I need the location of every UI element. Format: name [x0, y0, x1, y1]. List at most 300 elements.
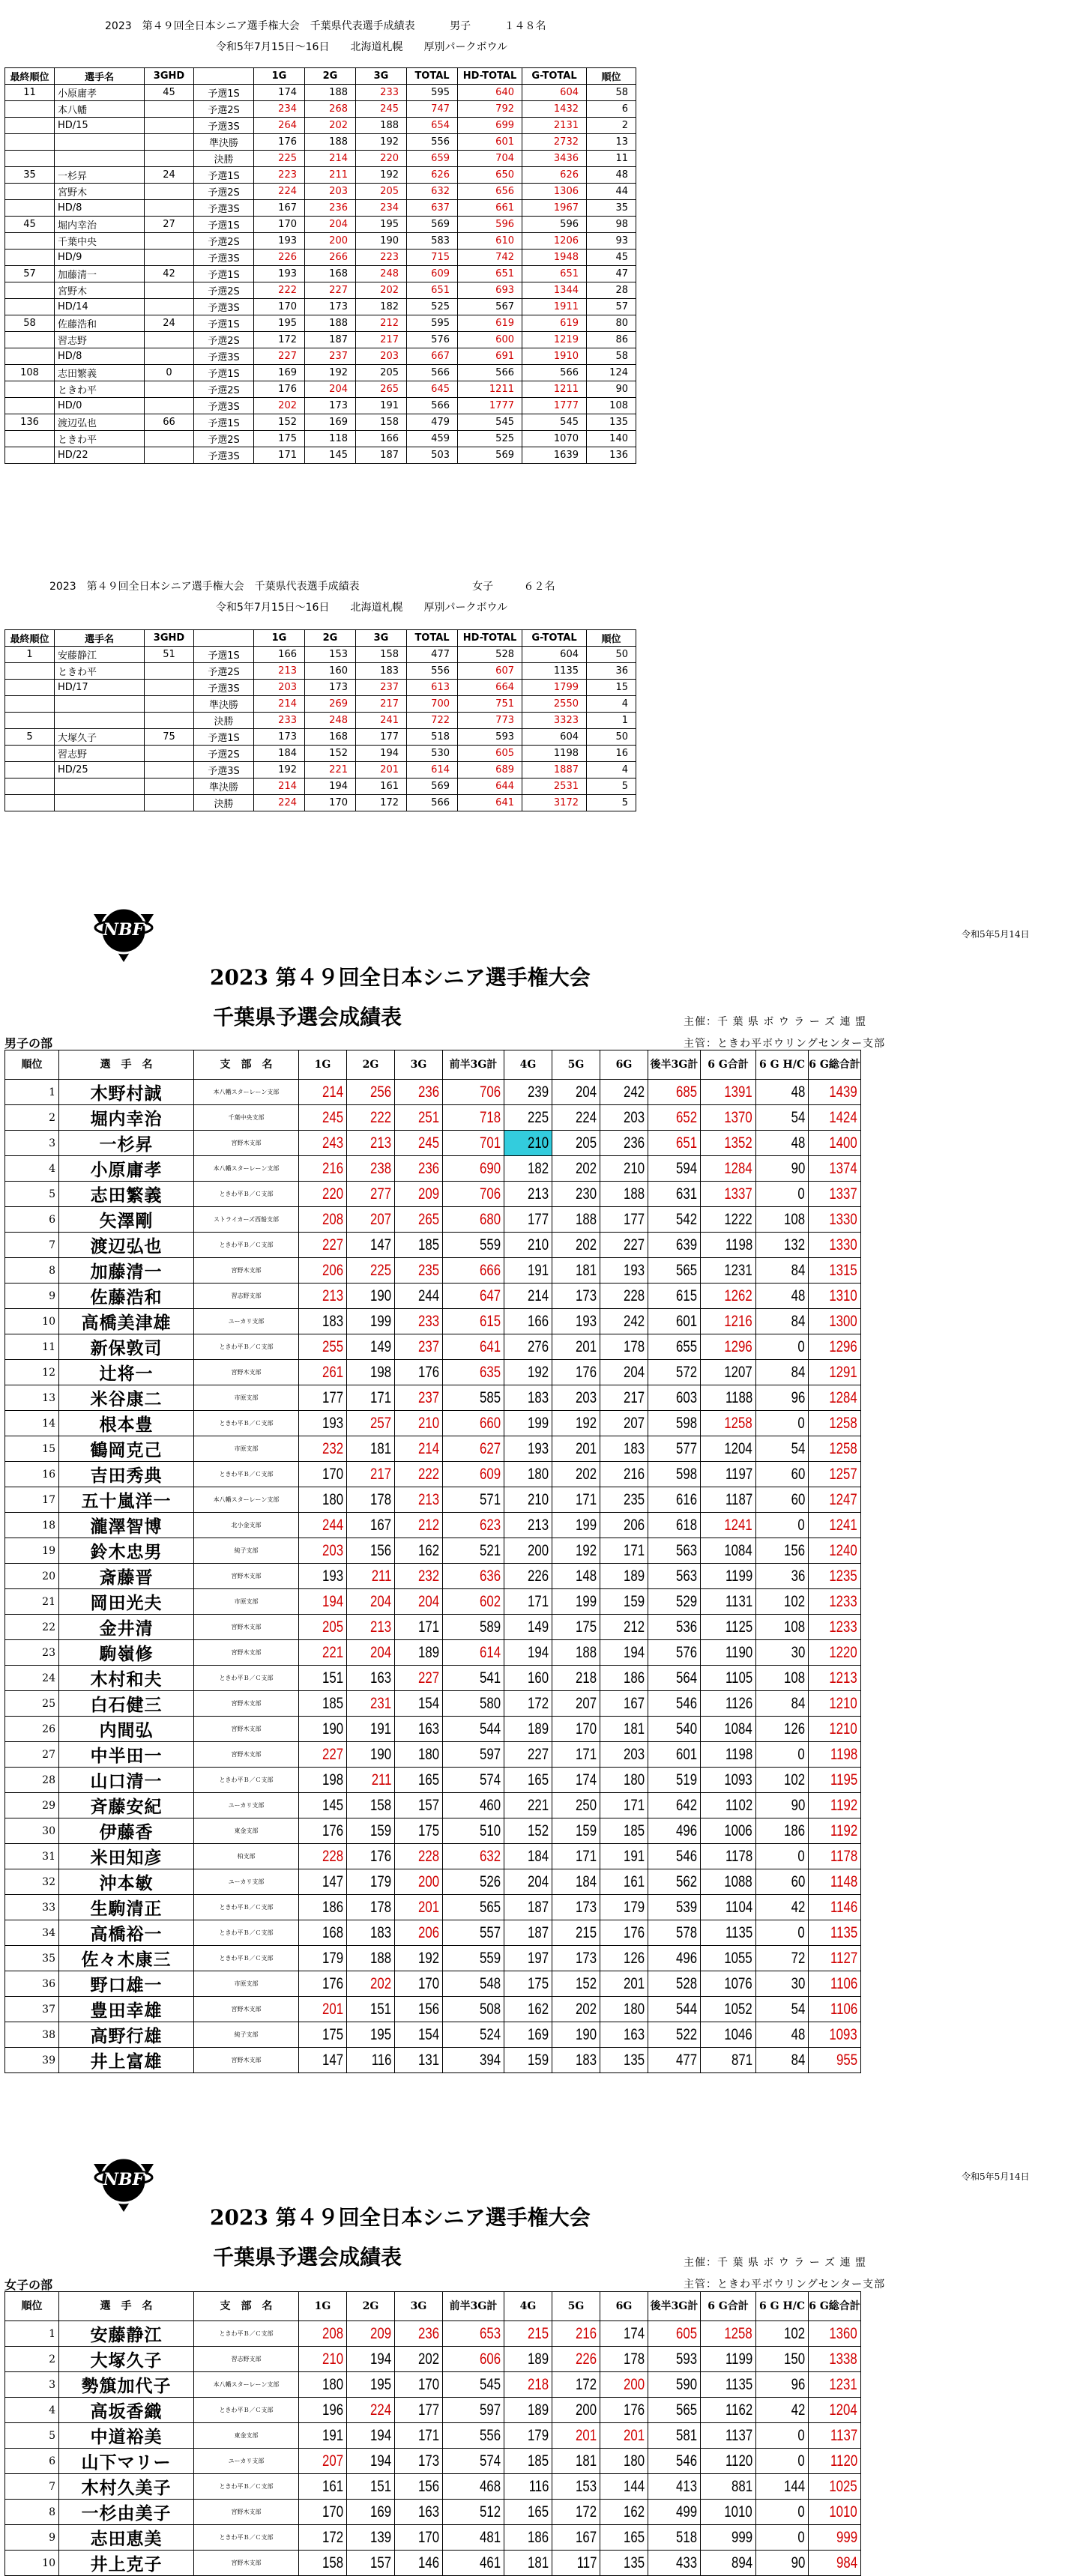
score-cell: 574: [443, 1768, 504, 1793]
detail-cell: 241: [356, 713, 407, 729]
score-cell: 601: [648, 1309, 701, 1334]
rank-col-header: 後半3G計: [648, 1050, 701, 1080]
score-cell: 244: [395, 1284, 443, 1309]
score-cell: 1284: [701, 1156, 756, 1182]
detail-cell: ときわ平: [55, 381, 145, 398]
detail-col-header: 1G: [254, 630, 305, 647]
detail-cell: 2550: [522, 696, 587, 713]
detail-cell: 6: [587, 101, 636, 118]
detail-cell: [145, 447, 194, 464]
detail-cell: 172: [254, 332, 305, 348]
score-cell: 162: [395, 1538, 443, 1564]
detail-cell: 167: [254, 200, 305, 217]
rank-row: [5, 1080, 861, 1105]
detail-cell: 192: [305, 365, 356, 381]
detail-cell: 619: [522, 315, 587, 332]
score-cell: 1104: [701, 1895, 756, 1920]
rank-number: 13: [5, 1385, 59, 1411]
score-cell: 1291: [809, 1360, 861, 1385]
detail-col-header: 2G: [305, 630, 356, 647]
score-cell: 242: [600, 1080, 648, 1105]
score-cell: 217: [600, 1385, 648, 1411]
score-cell: 1337: [701, 1182, 756, 1207]
score-cell: 163: [395, 2500, 443, 2525]
detail-cell: 195: [254, 315, 305, 332]
score-cell: 1198: [701, 1742, 756, 1768]
score-cell: 72: [756, 1946, 809, 1971]
branch-name: 市原支部: [194, 1436, 299, 1462]
rank-row: [5, 1436, 861, 1462]
detail-cell: 宮野木: [55, 184, 145, 200]
score-cell: 183: [552, 2048, 600, 2073]
score-cell: 510: [443, 1818, 504, 1844]
detail-cell: 58: [587, 348, 636, 365]
detail-cell: 214: [254, 778, 305, 795]
report-date: 令和5年5月14日: [962, 2171, 1030, 2182]
score-cell: 204: [395, 1589, 443, 1615]
rank-col-header: 3G: [395, 2292, 443, 2321]
score-cell: 159: [600, 1589, 648, 1615]
detail-cell: [145, 200, 194, 217]
detail-cell: 637: [407, 200, 458, 217]
detail-cell: [5, 795, 55, 811]
detail-cell: [5, 101, 55, 118]
score-cell: 209: [395, 1182, 443, 1207]
score-cell: 1187: [701, 1487, 756, 1513]
detail-cell: 5: [587, 778, 636, 795]
player-name: 加藤清一: [59, 1258, 194, 1284]
score-cell: 202: [552, 1997, 600, 2022]
detail-cell: 予選2S: [194, 184, 254, 200]
men-detail-table: [4, 67, 636, 464]
player-name: 大塚久子: [59, 2347, 194, 2372]
score-cell: 222: [395, 1462, 443, 1487]
rank-row: [5, 1564, 861, 1589]
score-cell: 228: [395, 1844, 443, 1869]
men-section-label: 男子の部: [4, 1036, 53, 1050]
score-cell: 169: [347, 2500, 395, 2525]
rank-number: 8: [5, 1258, 59, 1284]
score-cell: 208: [299, 1207, 347, 1233]
score-cell: 546: [648, 2449, 701, 2474]
detail-cell: 556: [407, 663, 458, 680]
score-cell: 1220: [809, 1640, 861, 1666]
score-cell: 605: [648, 2321, 701, 2347]
score-cell: 199: [552, 1589, 600, 1615]
detail-cell: [5, 134, 55, 151]
detail-cell: 667: [407, 348, 458, 365]
detail-cell: 予選2S: [194, 101, 254, 118]
detail-cell: [55, 795, 145, 811]
score-cell: 548: [443, 1971, 504, 1997]
detail-cell: 宮野木: [55, 282, 145, 299]
detail-cell: HD/14: [55, 299, 145, 315]
detail-cell: 2531: [522, 778, 587, 795]
rank-row: [5, 1920, 861, 1946]
score-cell: 149: [347, 1334, 395, 1360]
detail-cell: [145, 348, 194, 365]
player-name: 豊田幸雄: [59, 1997, 194, 2022]
player-name: 木野村誠: [59, 1080, 194, 1105]
score-cell: 147: [299, 2048, 347, 2073]
score-cell: 174: [600, 2321, 648, 2347]
detail-cell: 予選1S: [194, 315, 254, 332]
score-cell: 1093: [701, 1768, 756, 1793]
score-cell: 193: [504, 1436, 552, 1462]
player-name: 一杉昇: [59, 1131, 194, 1156]
score-cell: 1284: [809, 1385, 861, 1411]
branch-name: 柏支部: [194, 1844, 299, 1869]
score-cell: 185: [600, 1818, 648, 1844]
manager: 主管：ときわ平ボウリングセンター支部: [684, 2279, 886, 2291]
score-cell: 151: [347, 2474, 395, 2500]
score-cell: 163: [600, 2022, 648, 2048]
score-cell: 204: [504, 1869, 552, 1895]
score-cell: 84: [756, 1691, 809, 1717]
detail-cell: 予選1S: [194, 167, 254, 184]
score-cell: 203: [600, 1105, 648, 1131]
player-name: 山下マリー: [59, 2449, 194, 2474]
score-cell: 176: [552, 1360, 600, 1385]
score-cell: 213: [347, 1131, 395, 1156]
score-cell: 167: [552, 2525, 600, 2551]
score-cell: 102: [756, 2321, 809, 2347]
score-cell: 146: [395, 2551, 443, 2576]
score-cell: 615: [648, 1284, 701, 1309]
detail-cell: 安藤静江: [55, 647, 145, 663]
score-cell: 210: [504, 1233, 552, 1258]
detail-cell: 加藤清一: [55, 266, 145, 282]
detail-cell: 182: [356, 299, 407, 315]
score-cell: 226: [552, 2347, 600, 2372]
score-cell: 261: [299, 1360, 347, 1385]
detail-cell: 604: [522, 85, 587, 101]
detail-cell: 459: [407, 431, 458, 447]
detail-row: [5, 315, 636, 332]
detail-cell: 98: [587, 217, 636, 233]
score-cell: 460: [443, 1793, 504, 1818]
detail-cell: 習志野: [55, 332, 145, 348]
score-cell: 235: [600, 1487, 648, 1513]
score-cell: 616: [648, 1487, 701, 1513]
detail-cell: 202: [305, 118, 356, 134]
detail-cell: 203: [305, 184, 356, 200]
score-cell: 594: [648, 1156, 701, 1182]
organizer: 主催：千 葉 県 ボ ウ ラ ー ズ 連 盟: [684, 1016, 867, 1028]
score-cell: 145: [299, 1793, 347, 1818]
score-cell: 1006: [701, 1818, 756, 1844]
detail-cell: 217: [356, 696, 407, 713]
detail-cell: 233: [356, 85, 407, 101]
score-cell: 206: [395, 1920, 443, 1946]
detail-cell: [145, 233, 194, 250]
score-cell: 1258: [701, 2321, 756, 2347]
score-cell: 233: [395, 1309, 443, 1334]
detail-cell: [5, 233, 55, 250]
score-cell: 201: [552, 1334, 600, 1360]
score-cell: 265: [395, 1207, 443, 1233]
ranking-title: 2023 第４９回全日本シニア選手権大会: [210, 2205, 591, 2230]
detail-cell: 268: [305, 101, 356, 118]
detail-cell: 188: [305, 85, 356, 101]
detail-cell: 予選3S: [194, 762, 254, 778]
branch-name: 純子支部: [194, 2022, 299, 2048]
detail-row: [5, 696, 636, 713]
detail-cell: 86: [587, 332, 636, 348]
detail-cell: [5, 348, 55, 365]
score-cell: 528: [648, 1971, 701, 1997]
score-cell: 149: [504, 1615, 552, 1640]
score-cell: 641: [443, 1334, 504, 1360]
branch-name: 宮野木支部: [194, 2048, 299, 2073]
rank-row: [5, 1538, 861, 1564]
score-cell: 585: [443, 1385, 504, 1411]
score-cell: 564: [648, 1666, 701, 1691]
score-cell: 1093: [809, 2022, 861, 2048]
score-cell: 277: [347, 1182, 395, 1207]
score-cell: 225: [347, 1258, 395, 1284]
rank-number: 36: [5, 1971, 59, 1997]
score-cell: 955: [809, 2048, 861, 2073]
detail-col-header: HD-TOTAL: [458, 630, 522, 647]
detail-cell: 192: [356, 134, 407, 151]
detail-cell: 170: [254, 217, 305, 233]
detail-cell: 747: [407, 101, 458, 118]
player-name: 志田繁義: [59, 1182, 194, 1207]
detail-cell: 5: [587, 795, 636, 811]
player-name: 高野行雄: [59, 2022, 194, 2048]
score-cell: 1233: [809, 1615, 861, 1640]
score-cell: 30: [756, 1640, 809, 1666]
score-cell: 184: [504, 1844, 552, 1869]
detail-cell: 66: [145, 414, 194, 431]
score-cell: 598: [648, 1462, 701, 1487]
detail-cell: 202: [254, 398, 305, 414]
player-name: 内間弘: [59, 1717, 194, 1742]
detail-cell: 569: [458, 447, 522, 464]
score-cell: 181: [504, 2551, 552, 2576]
nbf-logo-icon: [90, 899, 157, 964]
player-name: 高橋美津雄: [59, 1309, 194, 1334]
score-cell: 151: [347, 1997, 395, 2022]
player-name: 斉藤安紀: [59, 1793, 194, 1818]
score-cell: 189: [600, 1564, 648, 1589]
detail-row: [5, 365, 636, 381]
score-cell: 572: [648, 1360, 701, 1385]
score-cell: 593: [648, 2347, 701, 2372]
detail-cell: 227: [254, 348, 305, 365]
player-name: 小原庸孝: [59, 1156, 194, 1182]
detail-col-header: TOTAL: [407, 630, 458, 647]
player-name: 中道裕美: [59, 2423, 194, 2449]
score-cell: 0: [756, 1411, 809, 1436]
detail-cell: 569: [407, 217, 458, 233]
rank-number: 9: [5, 2525, 59, 2551]
detail-cell: 90: [587, 381, 636, 398]
detail-cell: 607: [458, 663, 522, 680]
score-cell: 201: [299, 1997, 347, 2022]
detail-cell: 223: [254, 167, 305, 184]
detail-cell: 619: [458, 315, 522, 332]
detail-row: [5, 762, 636, 778]
score-cell: 179: [504, 2423, 552, 2449]
rank-number: 2: [5, 2347, 59, 2372]
detail-row: [5, 381, 636, 398]
score-cell: 167: [600, 1691, 648, 1717]
score-cell: 680: [443, 1207, 504, 1233]
detail-cell: 792: [458, 101, 522, 118]
rank-number: 11: [5, 1334, 59, 1360]
score-cell: 631: [648, 1182, 701, 1207]
score-cell: 563: [648, 1538, 701, 1564]
detail-cell: 576: [407, 332, 458, 348]
score-cell: 170: [299, 2500, 347, 2525]
score-cell: 207: [347, 1207, 395, 1233]
branch-name: ときわ平Ｂ／Ｃ支部: [194, 2321, 299, 2347]
detail-cell: [5, 762, 55, 778]
detail-cell: [55, 713, 145, 729]
player-name: 沖本敏: [59, 1869, 194, 1895]
detail-cell: 大塚久子: [55, 729, 145, 746]
detail-cell: 173: [305, 299, 356, 315]
rank-number: 30: [5, 1818, 59, 1844]
detail-cell: 予選1S: [194, 414, 254, 431]
score-cell: 156: [347, 1538, 395, 1564]
score-cell: 170: [395, 1971, 443, 1997]
score-cell: 1352: [701, 1131, 756, 1156]
detail-cell: [145, 299, 194, 315]
score-cell: 192: [395, 1946, 443, 1971]
detail-cell: [5, 680, 55, 696]
rank-col-header: 1G: [299, 1050, 347, 1080]
detail-cell: ときわ平: [55, 431, 145, 447]
score-cell: 250: [552, 1793, 600, 1818]
detail-cell: 準決勝: [194, 134, 254, 151]
rank-number: 34: [5, 1920, 59, 1946]
branch-name: 市原支部: [194, 1971, 299, 1997]
score-cell: 221: [504, 1793, 552, 1818]
score-cell: 0: [756, 2500, 809, 2525]
score-cell: 606: [443, 2347, 504, 2372]
score-cell: 156: [756, 1538, 809, 1564]
detail-cell: 187: [356, 447, 407, 464]
detail-col-header: 3G: [356, 630, 407, 647]
score-cell: 413: [648, 2474, 701, 2500]
score-cell: 147: [299, 1869, 347, 1895]
score-cell: 546: [648, 1844, 701, 1869]
rank-number: 21: [5, 1589, 59, 1615]
detail-col-header: 選手名: [55, 68, 145, 85]
score-cell: 156: [395, 2474, 443, 2500]
score-cell: 224: [347, 2398, 395, 2423]
detail-cell: 689: [458, 762, 522, 778]
player-name: 瀧澤智博: [59, 1513, 194, 1538]
detail-cell: 203: [356, 348, 407, 365]
detail-cell: 211: [305, 167, 356, 184]
score-cell: 176: [395, 1360, 443, 1385]
score-cell: 210: [299, 2347, 347, 2372]
score-cell: 189: [504, 1717, 552, 1742]
score-cell: 519: [648, 1768, 701, 1793]
detail-row: [5, 348, 636, 365]
ranking-subtitle: 千葉県予選会成績表: [213, 1005, 402, 1030]
detail-cell: 1639: [522, 447, 587, 464]
score-cell: 559: [443, 1233, 504, 1258]
detail-col-header: 3GHD: [145, 630, 194, 647]
score-cell: 1231: [809, 2372, 861, 2398]
detail-cell: [145, 101, 194, 118]
rank-row: [5, 2449, 861, 2474]
detail-cell: 742: [458, 250, 522, 266]
detail-row: [5, 447, 636, 464]
rank-row: [5, 1768, 861, 1793]
rank-row: [5, 1666, 861, 1691]
score-cell: 175: [395, 1818, 443, 1844]
score-cell: 189: [504, 2398, 552, 2423]
detail-cell: 予選3S: [194, 118, 254, 134]
detail-cell: [55, 134, 145, 151]
detail-row: [5, 184, 636, 200]
detail-cell: 44: [587, 184, 636, 200]
detail-cell: 234: [356, 200, 407, 217]
detail-cell: 193: [254, 233, 305, 250]
score-cell: 1315: [809, 1258, 861, 1284]
detail-row: [5, 663, 636, 680]
detail-cell: 50: [587, 729, 636, 746]
detail-cell: 135: [587, 414, 636, 431]
detail-cell: 193: [254, 266, 305, 282]
score-cell: 894: [701, 2551, 756, 2576]
score-cell: 0: [756, 1742, 809, 1768]
score-cell: 173: [552, 1946, 600, 1971]
score-cell: 529: [648, 1589, 701, 1615]
score-cell: 171: [600, 1793, 648, 1818]
detail-cell: 171: [254, 447, 305, 464]
detail-cell: 183: [356, 663, 407, 680]
score-cell: 162: [504, 1997, 552, 2022]
score-cell: 184: [552, 1869, 600, 1895]
detail-cell: 決勝: [194, 795, 254, 811]
detail-cell: 269: [305, 696, 356, 713]
detail-cell: 173: [254, 729, 305, 746]
detail-cell: 200: [305, 233, 356, 250]
detail-cell: 566: [522, 365, 587, 381]
detail-cell: [145, 680, 194, 696]
score-cell: 204: [347, 1589, 395, 1615]
score-cell: 153: [552, 2474, 600, 2500]
score-cell: 701: [443, 1131, 504, 1156]
score-cell: 245: [299, 1105, 347, 1131]
score-cell: 201: [395, 1895, 443, 1920]
score-cell: 201: [552, 2423, 600, 2449]
score-cell: 1330: [809, 1233, 861, 1258]
score-cell: 194: [347, 2449, 395, 2474]
detail-cell: 47: [587, 266, 636, 282]
detail-cell: 212: [356, 315, 407, 332]
score-cell: 116: [504, 2474, 552, 2500]
rank-number: 35: [5, 1946, 59, 1971]
score-cell: 202: [552, 1233, 600, 1258]
detail-cell: 202: [356, 282, 407, 299]
score-cell: 1146: [809, 1895, 861, 1920]
score-cell: 1197: [701, 1462, 756, 1487]
score-cell: 147: [347, 1233, 395, 1258]
detail-cell: 58: [587, 85, 636, 101]
branch-name: 宮野木支部: [194, 1258, 299, 1284]
detail-cell: 4: [587, 762, 636, 778]
detail-cell: HD/0: [55, 398, 145, 414]
score-cell: 239: [504, 1080, 552, 1105]
